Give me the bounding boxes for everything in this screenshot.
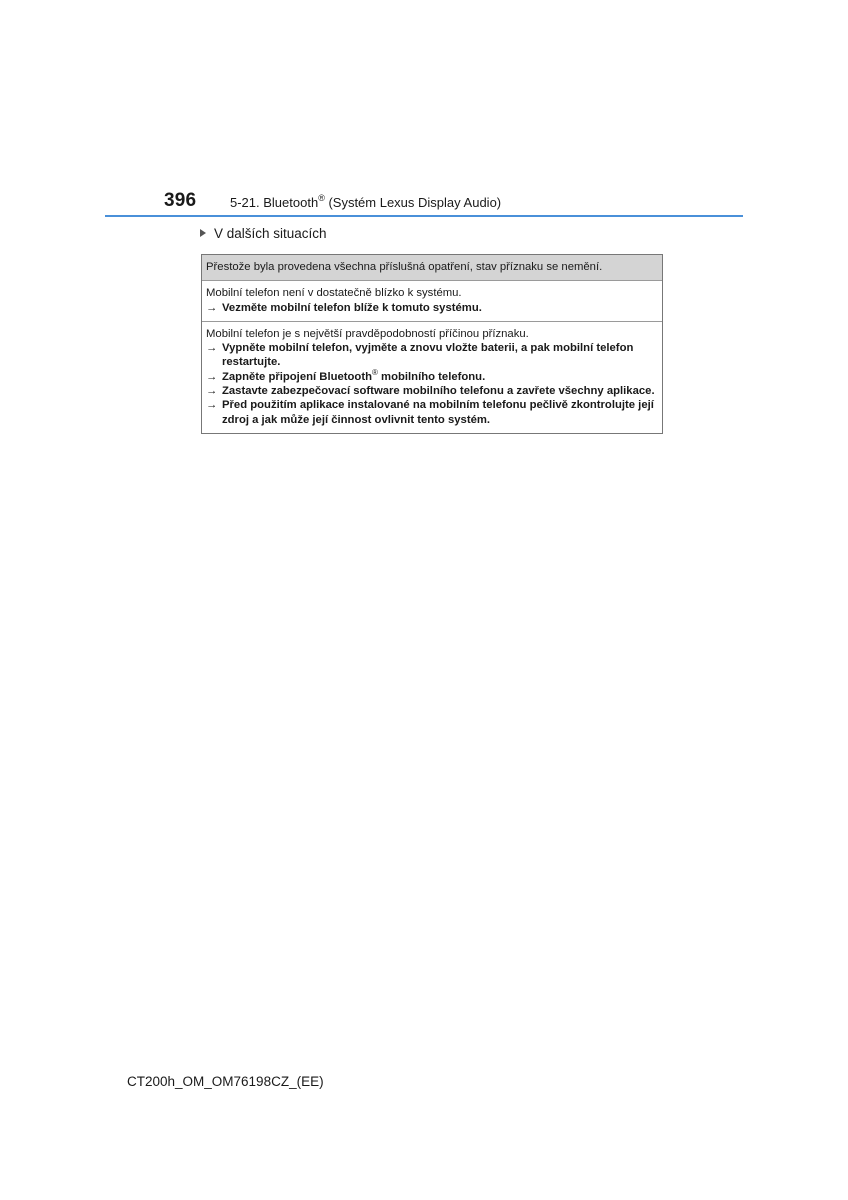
action-item <box>206 301 658 315</box>
arrow-icon: → <box>206 399 218 412</box>
cause-text: Mobilní telefon je s největší pravděpodobností příčinou příznaku. <box>206 327 529 340</box>
table-row <box>202 321 662 433</box>
action-item <box>206 341 658 370</box>
cause-text: Mobilní telefon není v dostatečně blízko k systému. <box>206 287 462 300</box>
section-title <box>230 195 501 210</box>
subheading-text: V dalších situacích <box>214 226 327 241</box>
action-text: Zastavte zabezpečovací software mobilního telefonu a zavřete všechny aplikace. <box>222 385 655 398</box>
action-item <box>206 384 658 398</box>
arrow-icon: → <box>206 370 218 383</box>
action-text-start: Zapněte připojení Bluetooth <box>222 370 372 383</box>
troubleshooting-table <box>201 254 663 434</box>
triangle-bullet-icon <box>200 229 206 237</box>
section-title-suffix: (Systém Lexus Display Audio) <box>324 195 502 210</box>
action-text: Vezměte mobilní telefon blíže k tomuto systému. <box>222 301 482 314</box>
table-row <box>202 280 662 321</box>
action-text-end: mobilního telefonu. <box>377 370 486 383</box>
action-item <box>206 367 658 384</box>
arrow-icon: → <box>206 385 218 398</box>
arrow-icon: → <box>206 342 218 355</box>
action-text: Před použitím aplikace instalované na mobilním telefonu pečlivě zkontrolujte její zdroj a jak může její činnost ovlivnit tento systém. <box>222 399 654 426</box>
registered-mark: ® <box>318 193 325 203</box>
table-header-row: Přestože byla provedena všechna příslušná opatření, stav příznaku se nemění. <box>202 255 662 280</box>
page-number: 396 <box>164 190 197 211</box>
arrow-icon: → <box>206 301 218 314</box>
document-code: CT200h_OM_OM76198CZ_(EE) <box>127 1074 324 1089</box>
subheading <box>200 226 327 241</box>
action-item <box>206 398 658 427</box>
registered-mark: ® <box>372 367 378 377</box>
header-rule <box>105 215 743 217</box>
section-title-prefix: 5-21. Bluetooth <box>230 195 319 210</box>
action-text: Vypněte mobilní telefon, vyjměte a znovu vložte baterii, a pak mobilní telefon restartujte. <box>222 342 634 369</box>
